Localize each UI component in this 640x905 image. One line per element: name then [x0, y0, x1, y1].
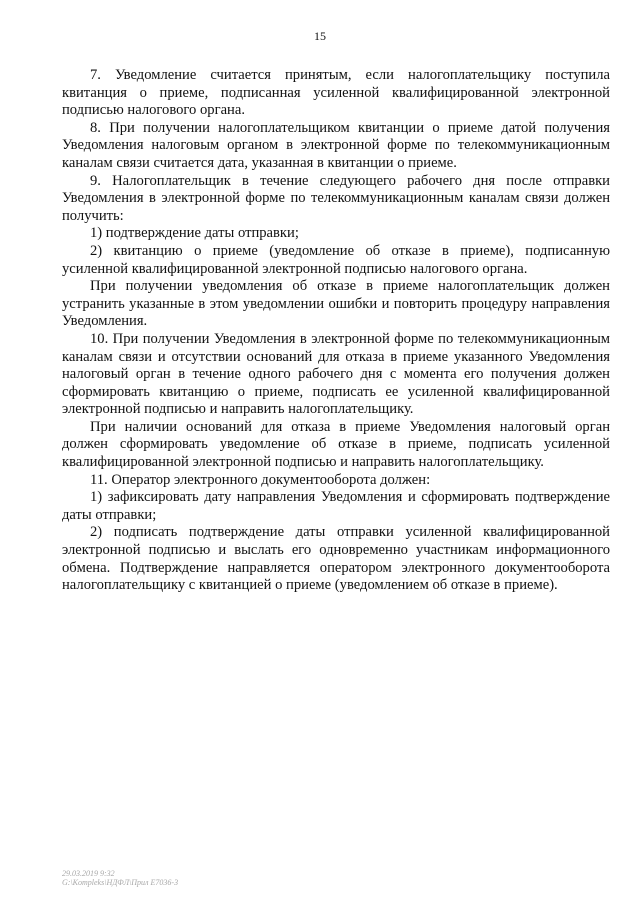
paragraph-item-7: 7. Уведомление считается принятым, если налогоплательщику поступила квитанция о приеме, подписанная усиленной квалифицированной электронной подписью налогового органа.	[62, 67, 610, 119]
paragraph-subitem-11-1: 1) зафиксировать дату направления Уведомления и сформировать подтверждение даты отправки;	[62, 489, 610, 523]
paragraph-subitem-9-2: 2) квитанцию о приеме (уведомление об отказе в приеме), подписанную усиленной квалифицированной электронной подписью налогового органа.	[62, 242, 610, 277]
paragraph-refusal-grounds: При наличии оснований для отказа в приеме Уведомления налоговый орган должен сформировать уведомление об отказе в приеме, подписать усиленной квалифицированной электронной подписью и направить налогоплательщику.	[62, 418, 610, 471]
file-stamp-date: 29.03.2019 9:32	[62, 869, 115, 878]
paragraph-subitem-11-2: 2) подписать подтверждение даты отправки усиленной квалифицированной электронной подписью и выслать его одновременно участникам информационного обмена. Подтверждение направляется оператором электронного документооборота налогоплательщику с квитанцией о приеме (уведомлением об отказе в приеме).	[62, 524, 610, 594]
document-body	[62, 67, 610, 595]
paragraph-refusal-note: При получении уведомления об отказе в приеме налогоплательщик должен устранить указанные в этом уведомлении ошибки и повторить процедуру направления Уведомления.	[62, 278, 610, 330]
paragraph-item-11: 11. Оператор электронного документооборота должен:	[90, 471, 431, 488]
paragraph-item-8: 8. При получении налогоплательщиком квитанции о приеме датой получения Уведомления налоговым органом в электронной форме по телекоммуникационным каналам связи считается дата, указанная в квитанции о приеме.	[62, 119, 610, 171]
paragraph-subitem-9-1: 1) подтверждение даты отправки;	[90, 225, 299, 242]
file-stamp-footer	[62, 869, 178, 887]
paragraph-item-10: 10. При получении Уведомления в электронной форме по телекоммуникационным каналам связи и отсутствии оснований для отказа в приеме указанного Уведомления налоговый орган в течение одного рабочего дня с момента его получения должен сформировать квитанцию о приеме, подписать ее усиленной квалифицированной электронной подписью и направить налогоплательщику.	[62, 330, 610, 418]
page-number: 15	[314, 29, 326, 43]
paragraph-item-9: 9. Налогоплательщик в течение следующего рабочего дня после отправки Уведомления в электронной форме по телекоммуникационным каналам связи должен получить:	[62, 172, 610, 224]
file-stamp-path: G:\Kompleks\НДФЛ\Прил Е7036-3	[62, 878, 179, 887]
